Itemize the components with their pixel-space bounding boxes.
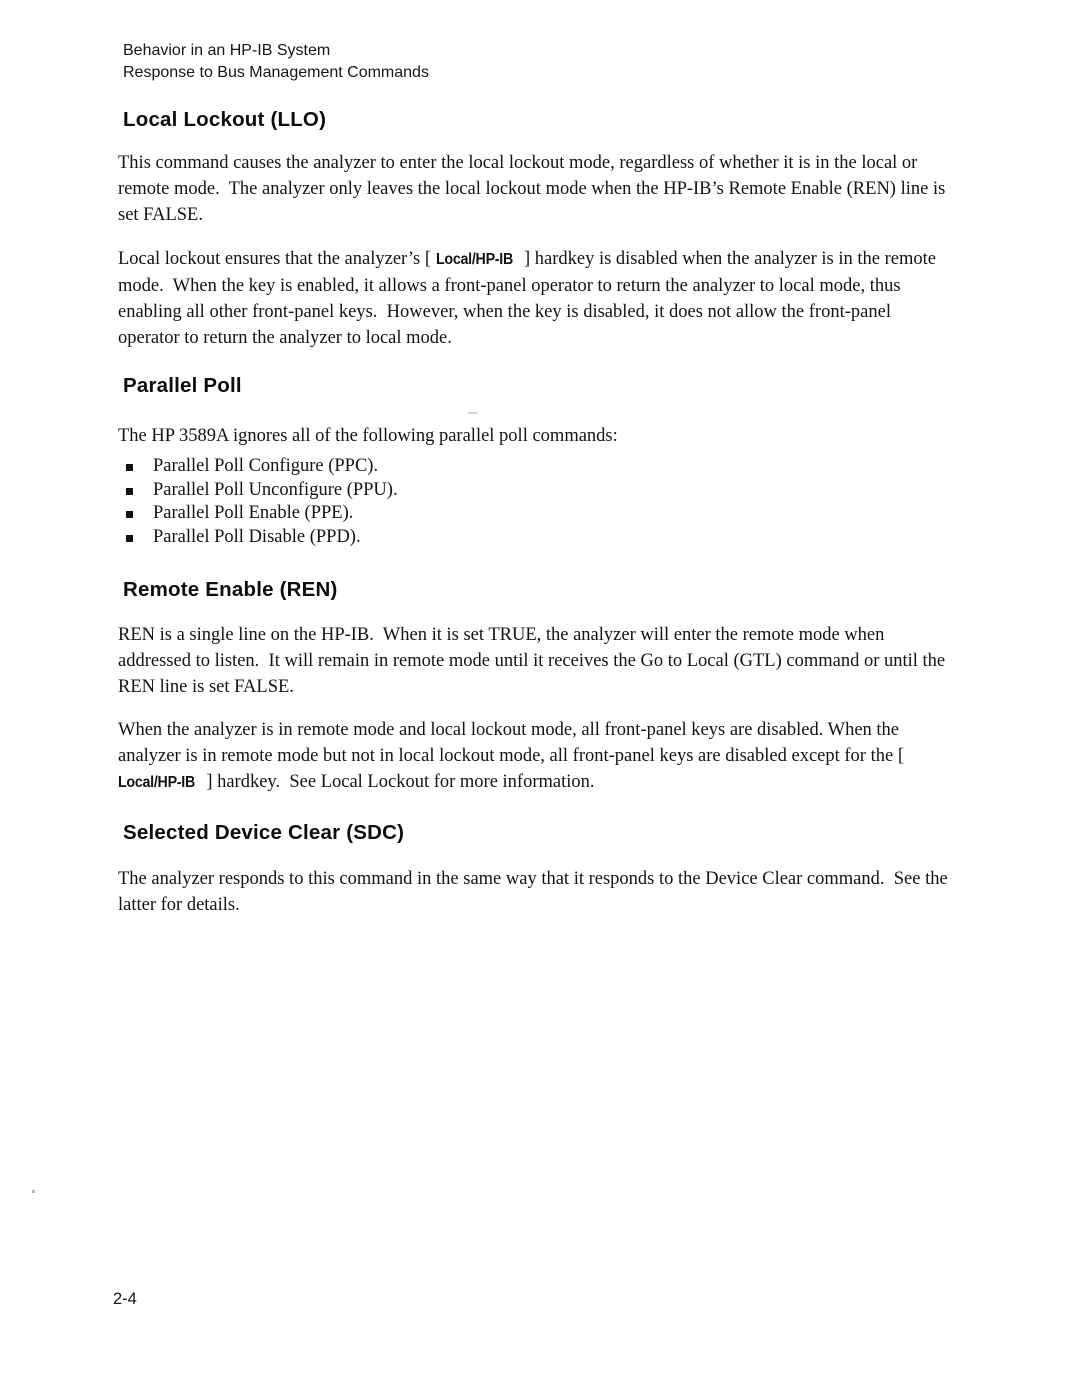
running-header-line2: Response to Bus Management Commands [123, 63, 429, 81]
parallel-poll-command-list [118, 455, 956, 549]
paragraph-llo-1: This command causes the analyzer to enter the local lockout mode, regardless of whether it is in the local or remote mode. The analyzer only leaves the local lockout mode when the HP-IB’s Remote Enable (REN) line is set FALSE. [118, 153, 950, 225]
scan-speck [32, 1190, 35, 1193]
square-bullet-icon [126, 464, 133, 471]
heading-local-lockout: Local Lockout (LLO) [123, 108, 327, 131]
paragraph-parallel-poll-intro: The HP 3589A ignores all of the following parallel poll commands: [118, 426, 618, 446]
paragraph-ren-2 [118, 717, 956, 796]
paragraph-sdc-1: The analyzer responds to this command in the same way that it responds to the Device Clear command. See the latter for details. [118, 869, 953, 915]
scan-speck [468, 412, 477, 414]
paragraph-llo-2-post: ] hardkey is disabled when the analyzer is in the remote mode. When the key is enabled, it allows a front-panel operator to return the analyzer to local mode, thus enabling all other front-panel keys. However, when the key is disabled, it does not allow the front-panel operator to return the analyzer to local mode. [118, 249, 941, 348]
local-hpib-hardkey-label: Local/HP-IB [435, 251, 513, 268]
page-content [118, 0, 956, 918]
paragraph-ren-1: REN is a single line on the HP-IB. When it is set TRUE, the analyzer will enter the remote mode when addressed to listen. It will remain in remote mode until it receives the Go to Local (GTL) command or until the REN line is set FALSE. [118, 625, 950, 697]
heading-parallel-poll: Parallel Poll [123, 374, 242, 397]
paragraph-llo-2 [118, 246, 956, 351]
list-item-text: Parallel Poll Disable (PPD). [153, 526, 361, 547]
paragraph-ren-2-post: ] hardkey. See Local Lockout for more information. [201, 772, 595, 792]
list-item-text: Parallel Poll Enable (PPE). [153, 503, 354, 523]
square-bullet-icon [126, 488, 133, 495]
square-bullet-icon [126, 511, 133, 518]
list-item [118, 502, 956, 526]
list-item [118, 455, 956, 479]
page-number: 2-4 [113, 1290, 137, 1308]
list-item-text: Parallel Poll Unconfigure (PPU). [153, 479, 398, 500]
heading-remote-enable: Remote Enable (REN) [123, 578, 338, 601]
list-item [118, 479, 956, 503]
heading-selected-device-clear: Selected Device Clear (SDC) [123, 821, 405, 844]
local-hpib-hardkey-label: Local/HP-IB [118, 774, 195, 791]
paragraph-llo-2-pre: Local lockout ensures that the analyzer’s [ [118, 249, 436, 269]
list-item-text: Parallel Poll Configure (PPC). [153, 456, 379, 476]
square-bullet-icon [126, 535, 133, 542]
running-header [123, 40, 956, 83]
running-header-line1: Behavior in an HP-IB System [123, 42, 331, 59]
list-item [118, 526, 956, 550]
paragraph-ren-2-pre: When the analyzer is in remote mode and local lockout mode, all front-panel keys are disabled. When the analyzer is in remote mode but not in local lockout mode, all front-panel keys are disabled except for the [ [118, 720, 909, 766]
